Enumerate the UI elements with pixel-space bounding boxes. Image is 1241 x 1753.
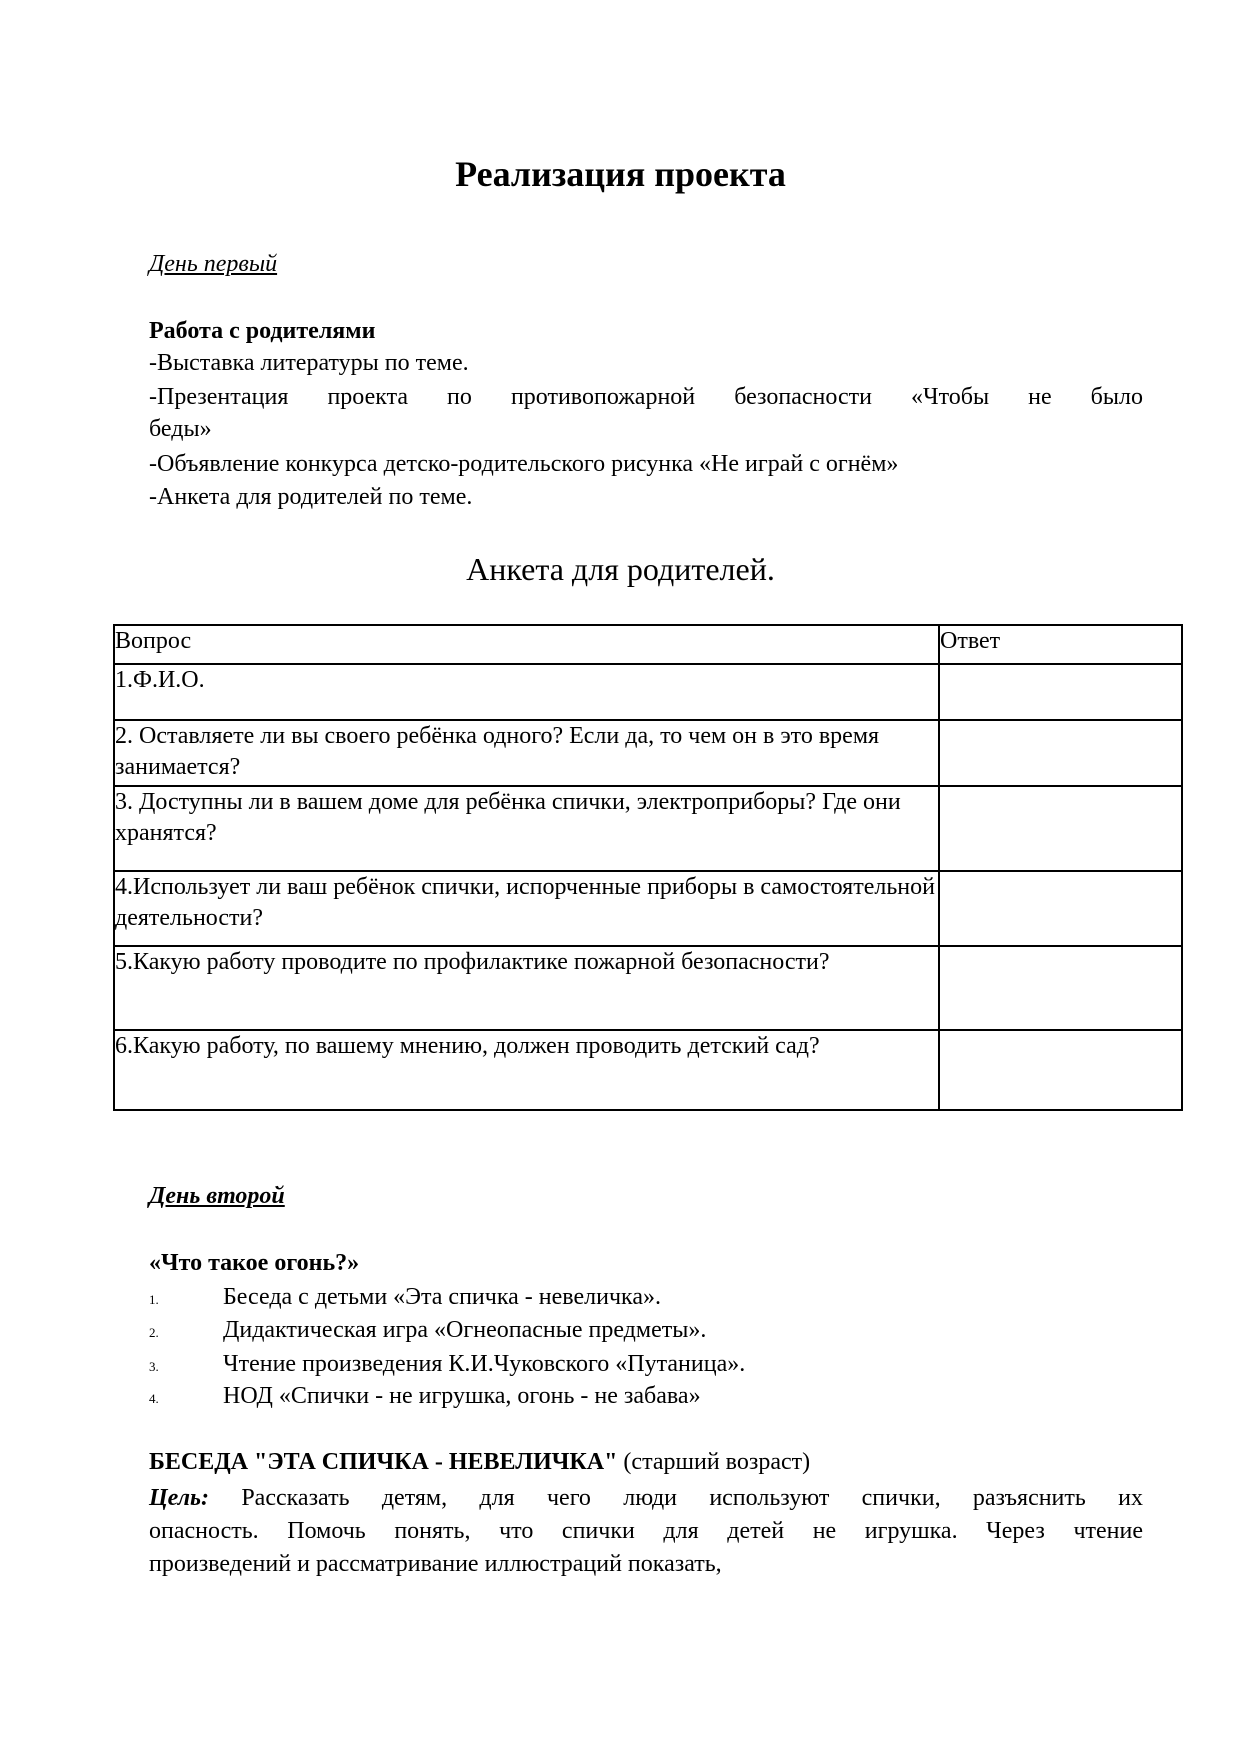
table-row: [114, 871, 1182, 946]
list-item: -Анкета для родителей по теме.: [149, 484, 473, 510]
survey-title: Анкета для родителей.: [466, 551, 775, 587]
list-item: [149, 1281, 1143, 1316]
list-text: Чтение произведения К.И.Чуковского «Путаница».: [223, 1351, 746, 1377]
question-cell: 3. Доступны ли в вашем доме для ребёнка спички, электроприборы? Где они хранятся?: [114, 786, 939, 871]
fire-topic-heading: «Что такое огонь?»: [149, 1250, 360, 1276]
header-answer: Ответ: [939, 625, 1182, 664]
table-row: [114, 720, 1182, 786]
survey-table: [113, 624, 1183, 1111]
table-header-row: [114, 625, 1182, 664]
list-item: -Презентация проекта по противопожарной безопасности «Чтобы не было: [149, 384, 1143, 410]
header-question: Вопрос: [114, 625, 939, 664]
day-one-label: День первый: [149, 251, 278, 277]
list-number: 1.: [149, 1292, 159, 1307]
page-title: Реализация проекта: [455, 154, 786, 194]
parents-work-heading: Работа с родителями: [149, 318, 376, 344]
list-item: [149, 1348, 1143, 1383]
list-text: Беседа с детьми «Эта спичка - невеличка».: [223, 1284, 661, 1310]
table-row: [114, 786, 1182, 871]
table-row: [114, 946, 1182, 1030]
list-item: -Выставка литературы по теме.: [149, 350, 469, 376]
list-text: Дидактическая игра «Огнеопасные предметы».: [223, 1317, 707, 1343]
talk-age: (старший возраст): [617, 1449, 811, 1475]
list-number: 4.: [149, 1391, 159, 1406]
question-cell: 2. Оставляете ли вы своего ребёнка одного? Если да, то чем он в это время занимается?: [114, 720, 939, 786]
list-text: НОД «Спички - не игрушка, огонь - не забава»: [223, 1383, 701, 1409]
day-two-label: День второй: [149, 1183, 285, 1209]
list-number: 2.: [149, 1325, 159, 1340]
list-number: 3.: [149, 1359, 159, 1374]
talk-heading: [149, 1446, 1143, 1479]
question-cell: 1.Ф.И.О.: [114, 664, 939, 720]
goal-line: опасность. Помочь понять, что спички для детей не игрушка. Через чтение: [149, 1518, 1143, 1544]
answer-cell[interactable]: [939, 1030, 1182, 1110]
question-cell: 6.Какую работу, по вашему мнению, должен проводить детский сад?: [114, 1030, 939, 1110]
goal-line: [149, 1482, 1143, 1515]
list-item: беды»: [149, 416, 212, 442]
answer-cell[interactable]: [939, 946, 1182, 1030]
question-cell: 5.Какую работу проводите по профилактике пожарной безопасности?: [114, 946, 939, 1030]
answer-cell[interactable]: [939, 720, 1182, 786]
list-item: -Объявление конкурса детско-родительского рисунка «Не играй с огнём»: [149, 451, 899, 477]
question-cell: 4.Использует ли ваш ребёнок спички, испорченные приборы в самостоятельной деятельности?: [114, 871, 939, 946]
list-item: [149, 1314, 1143, 1349]
goal-line: произведений и рассматривание иллюстраций показать,: [149, 1551, 722, 1577]
goal-text: Рассказать детям, для чего люди используют спички, разъяснить их: [209, 1485, 1143, 1511]
answer-cell[interactable]: [939, 871, 1182, 946]
answer-cell[interactable]: [939, 664, 1182, 720]
table-row: [114, 1030, 1182, 1110]
goal-label: Цель:: [149, 1485, 209, 1511]
talk-title: БЕСЕДА "ЭТА СПИЧКА - НЕВЕЛИЧКА": [149, 1449, 618, 1475]
table-row: [114, 664, 1182, 720]
list-item: [149, 1380, 1143, 1415]
answer-cell[interactable]: [939, 786, 1182, 871]
